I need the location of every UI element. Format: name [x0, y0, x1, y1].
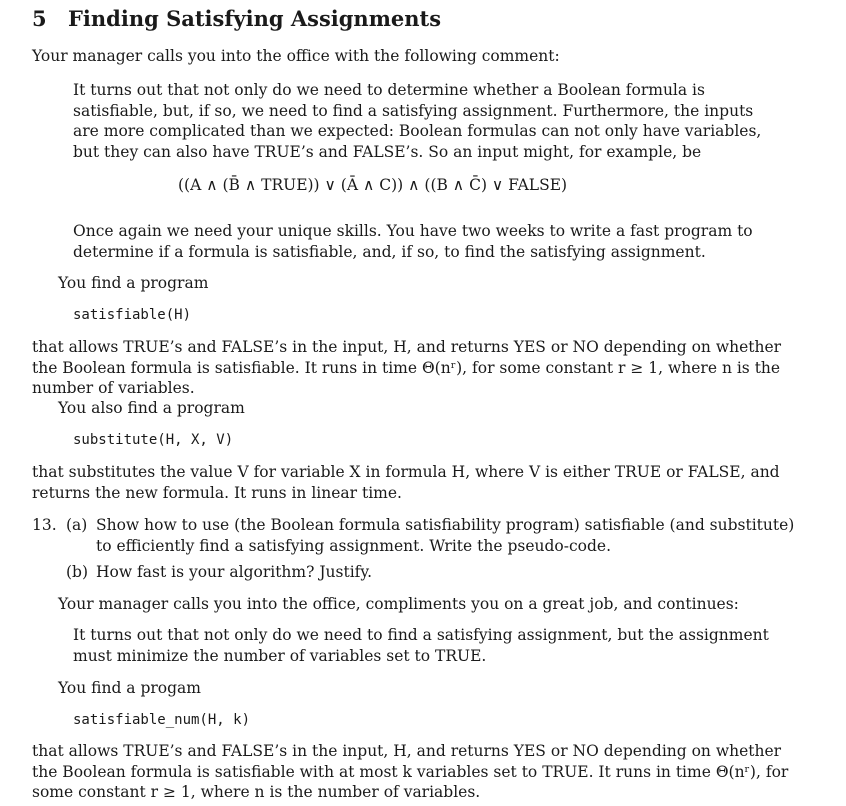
paragraph-line: number of variables.: [32, 379, 195, 397]
paragraph-line: that substitutes the value V for variable X in formula H, where V is either TRUE or FALSE, and: [32, 463, 780, 481]
section-heading: [32, 6, 441, 31]
question-number: 13.: [32, 516, 57, 534]
paragraph-line: some constant r ≥ 1, where n is the number of variables.: [32, 783, 481, 801]
satisfiable-description: [32, 337, 781, 399]
section-title: Finding Satisfying Assignments: [68, 6, 442, 31]
intro-paragraph: Your manager calls you into the office with the following comment:: [32, 47, 560, 65]
paragraph-line: returns the new formula. It runs in linear time.: [32, 483, 402, 502]
quote-line: It turns out that not only do we need to determine whether a Boolean formula is: [73, 81, 705, 99]
part-b-label: (b): [66, 563, 89, 581]
paragraph-line: that allows TRUE’s and FALSE’s in the input, H, and returns YES or NO depending on whether: [32, 742, 782, 760]
paragraph-line: the Boolean formula is satisfiable. It runs in time Θ(nʳ), for some constant r ≥ 1, where n is the: [32, 358, 781, 377]
manager-continues: Your manager calls you into the office, compliments you on a great job, and continues:: [58, 595, 739, 613]
quote-line: are more complicated than we expected: Boolean formulas can not only have variables,: [73, 122, 762, 140]
part-a-text: Show how to use (the Boolean formula satisfiability program) satisfiable (and substitute): [96, 516, 795, 534]
part-a-text-cont: to efficiently find a satisfying assignment. Write the pseudo-code.: [96, 537, 611, 555]
substitute-description: [32, 462, 780, 503]
quote-line: It turns out that not only do we need to find a satisfying assignment, but the assignment: [73, 626, 769, 644]
quote-block-1-after: [73, 221, 753, 262]
paragraph-line: that allows TRUE’s and FALSE’s in the input, H, and returns YES or NO depending on whether: [32, 338, 782, 356]
find-program-3: You find a progam: [58, 679, 201, 697]
part-a-label: (a): [66, 516, 88, 534]
quote-block-1: [73, 80, 761, 162]
code-satisfiable: satisfiable(H): [73, 307, 192, 323]
quote-line: determine if a formula is satisfiable, and, if so, to find the satisfying assignment.: [73, 242, 706, 261]
example-formula: ((A ∧ (B̄ ∧ TRUE)) ∨ (Ā ∧ C)) ∧ ((B ∧ C̄) ∨ FALSE): [178, 176, 568, 194]
section-number: 5: [32, 6, 47, 31]
code-substitute: substitute(H, X, V): [73, 432, 234, 448]
find-program-1: You find a program: [58, 274, 209, 292]
find-program-2: You also find a program: [58, 399, 245, 417]
quote-line: Once again we need your unique skills. You have two weeks to write a fast program to: [73, 222, 753, 240]
quote-line: but they can also have TRUE’s and FALSE’s. So an input might, for example, be: [73, 142, 702, 161]
quote-block-2: [73, 625, 769, 666]
satisfiable-num-description: [32, 741, 788, 803]
quote-line: must minimize the number of variables set to TRUE.: [73, 646, 487, 665]
paragraph-line: the Boolean formula is satisfiable with at most k variables set to TRUE. It runs in time Θ(nʳ), for: [32, 762, 789, 781]
quote-line: satisfiable, but, if so, we need to find a satisfying assignment. Furthermore, the inputs: [73, 101, 754, 120]
code-satisfiable-num: satisfiable_num(H, k): [73, 712, 251, 728]
part-b-text: How fast is your algorithm? Justify.: [96, 563, 373, 581]
